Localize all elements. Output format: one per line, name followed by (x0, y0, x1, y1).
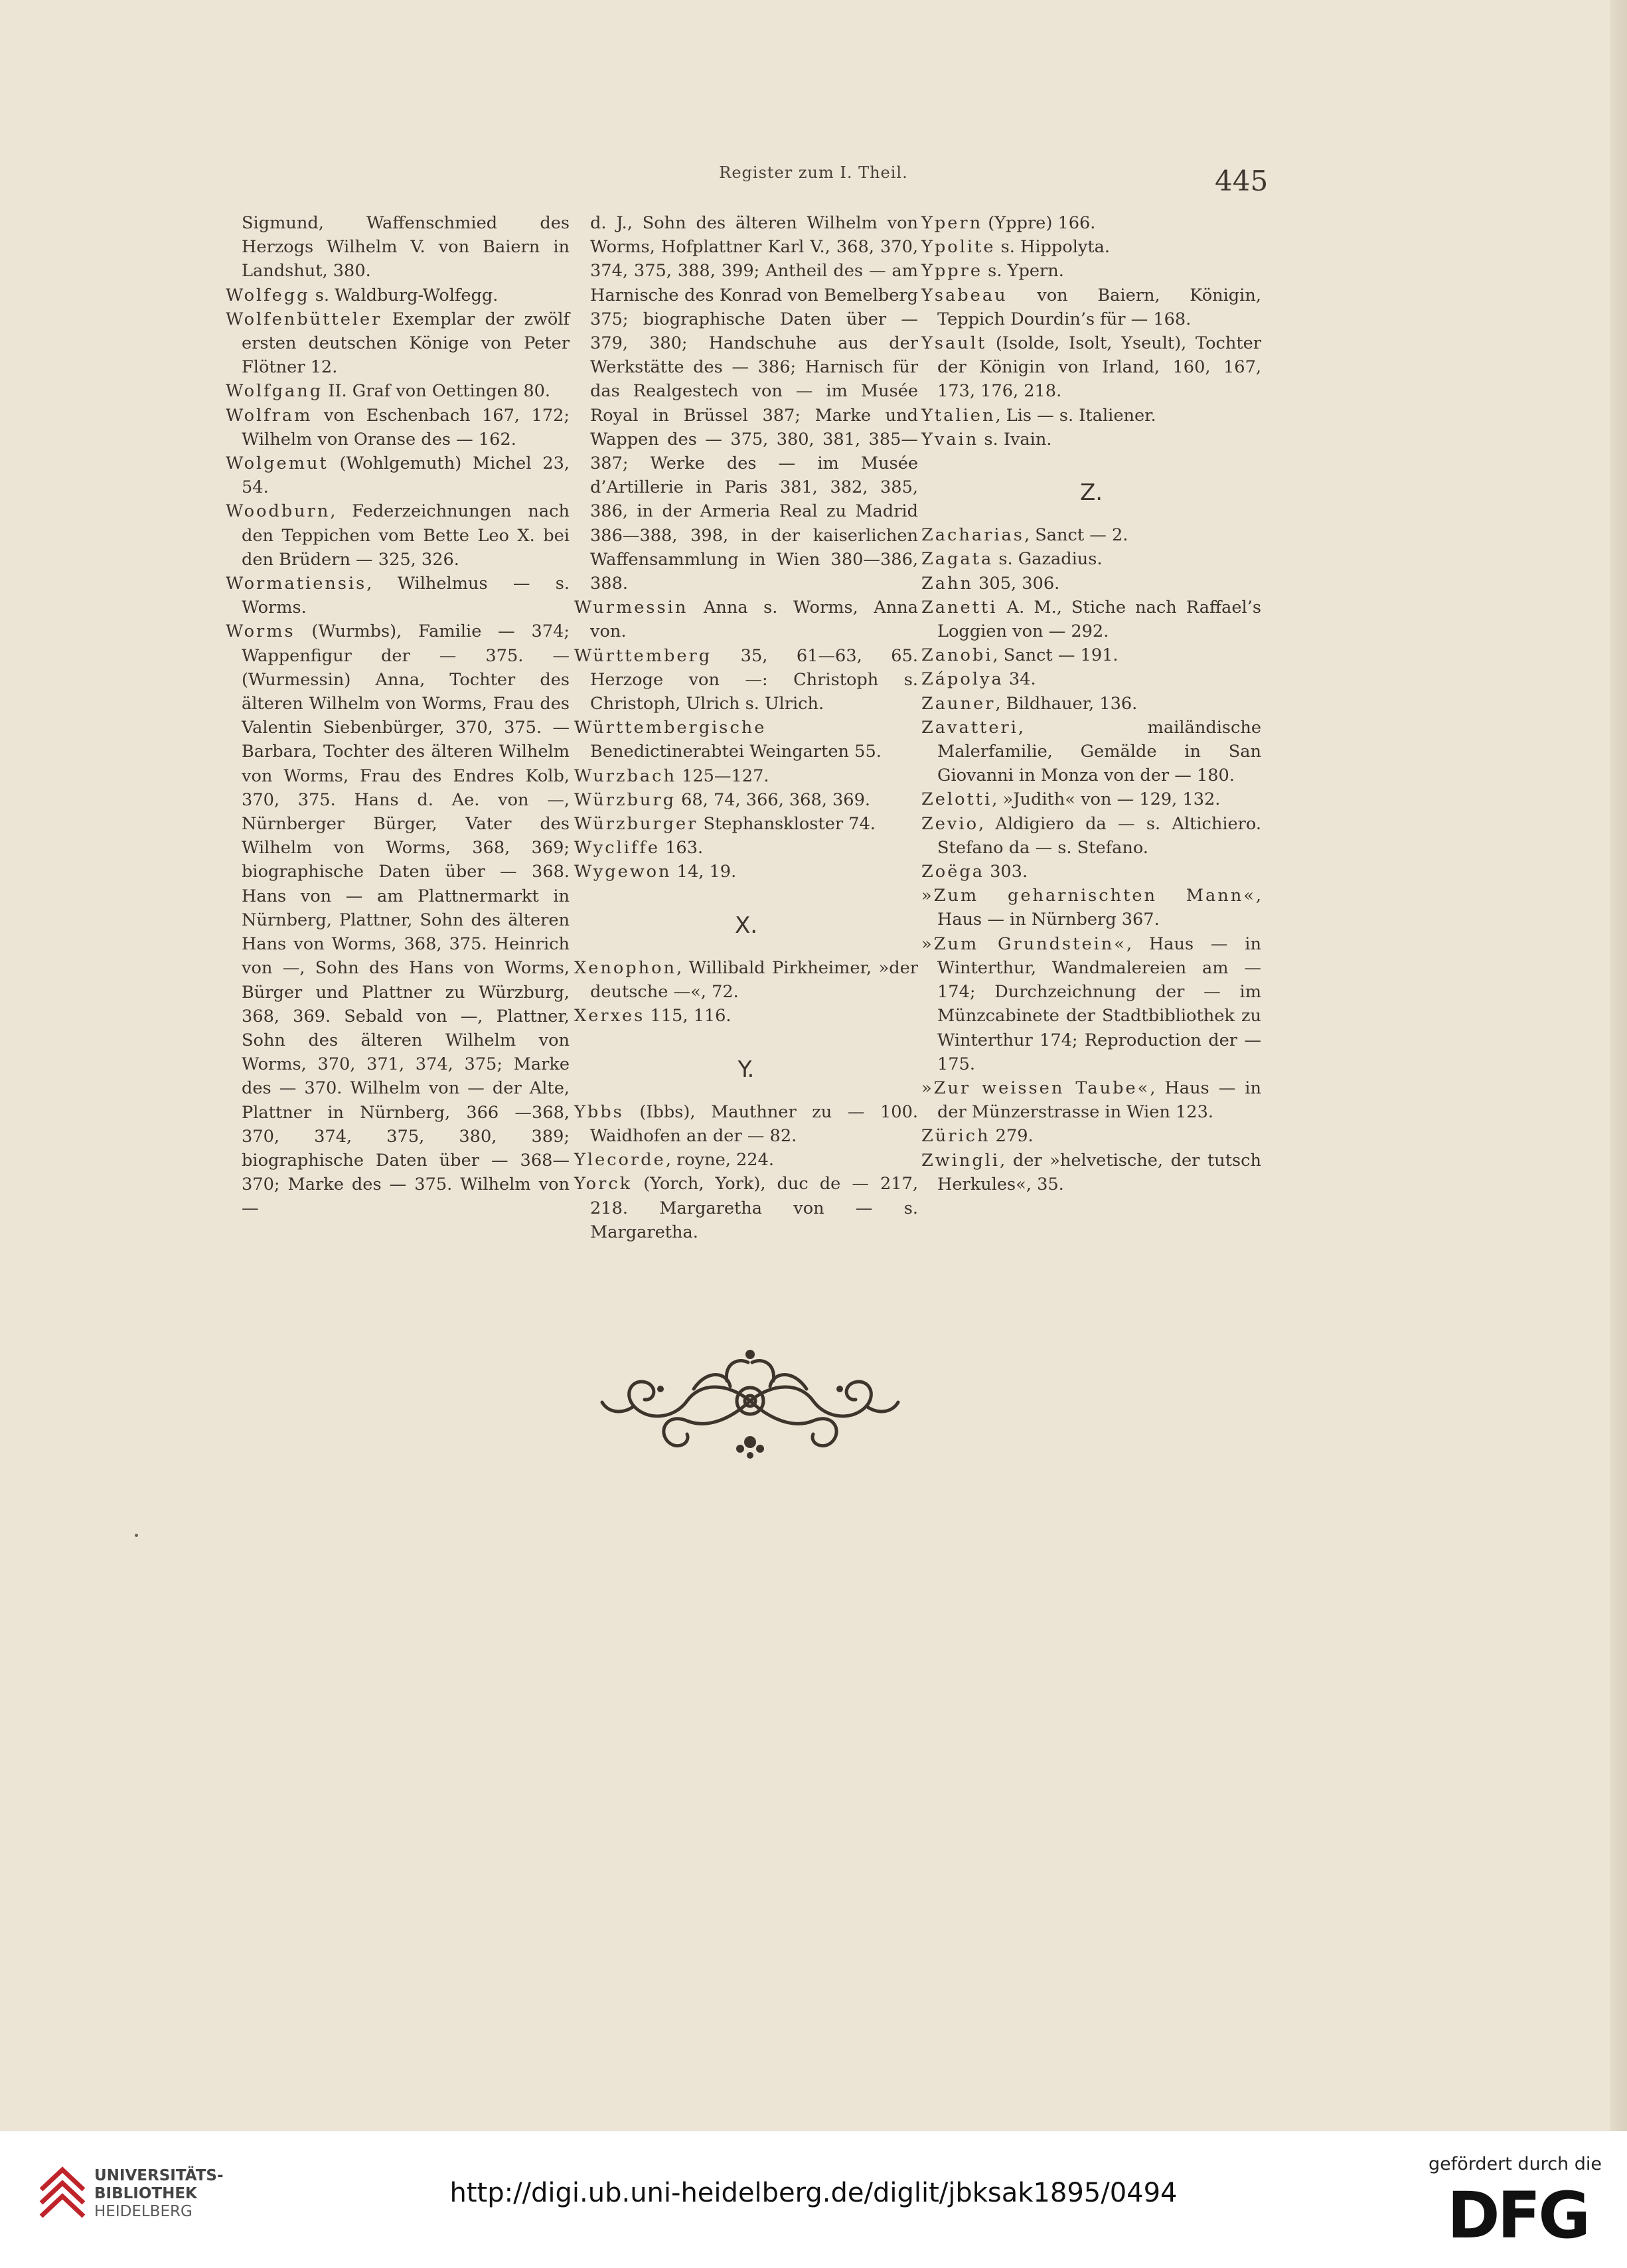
entry-keyword: Würzburger (574, 814, 698, 835)
entry-keyword: Wurmessin (574, 598, 688, 618)
section-letter: Y. (737, 1056, 755, 1083)
index-entry (921, 692, 1261, 716)
entry-keyword: Zoëga (921, 862, 984, 882)
entry-keyword: Zwingli (921, 1150, 1000, 1171)
entry-keyword: Württembergische (574, 718, 767, 738)
entry-keyword: Zavatteri (921, 717, 1018, 738)
entry-text: 305, 306. (973, 573, 1060, 594)
index-entry (921, 1076, 1261, 1124)
source-url[interactable]: http://digi.ub.uni-heidelberg.de/diglit/jbksak1895/0494 (449, 2178, 1178, 2208)
entry-keyword: Wygewon (574, 862, 672, 882)
section-letter: X. (734, 912, 758, 939)
index-column-2 (574, 211, 918, 1244)
index-entry (574, 1148, 918, 1172)
logo-line-1: UNIVERSITÄTS- (94, 2167, 224, 2184)
entry-text: (Isolde, Isolt, Yseult), Tochter der Königin von Irland, 160, 167, 173, 176, 218. (937, 333, 1261, 402)
index-column-1 (226, 211, 570, 1221)
entry-keyword: Zahn (921, 573, 974, 594)
index-entry (226, 284, 570, 307)
index-entry (574, 764, 918, 788)
entry-keyword: Zevio (921, 813, 978, 834)
entry-keyword: Wolgemut (226, 453, 329, 474)
index-entry (226, 499, 570, 572)
entry-text: , mailändische Malerfamilie, Gemälde in San Giovanni in Monza von der — 180. (937, 717, 1261, 786)
index-entry (921, 331, 1261, 404)
entry-keyword: Wolfram (226, 405, 313, 426)
index-entry (574, 1172, 918, 1244)
index-entry (921, 404, 1261, 428)
entry-text: , Lis — s. Italiener. (995, 405, 1156, 426)
entry-keyword: Woodburn (226, 501, 331, 522)
entry-keyword: »Zur weissen Taube« (921, 1078, 1150, 1098)
entry-text: II. Graf von Oettingen 80. (323, 381, 551, 402)
entry-keyword: Ypern (921, 213, 983, 233)
entry-keyword: Wycliffe (574, 838, 660, 858)
entry-keyword: Yorck (574, 1174, 633, 1194)
entry-keyword: Xenophon (574, 957, 677, 978)
entry-text: , »Judith« von — 129, 132. (992, 789, 1221, 810)
entry-text: s. Waldburg-Wolfegg. (309, 285, 499, 305)
entry-text: s. Ypern. (982, 261, 1064, 282)
entry-keyword: Wolfenbütteler (226, 309, 382, 329)
entry-text: , Sanct — 191. (992, 645, 1119, 666)
entry-keyword: Zelotti (921, 789, 992, 810)
entry-text: , Bildhauer, 136. (995, 693, 1138, 714)
ornament-flourish (594, 1342, 906, 1459)
entry-text: Benedictinerabtei Weingarten 55. (590, 742, 882, 762)
entry-keyword: Zauner (921, 693, 996, 714)
entry-text: von Eschenbach 167, 172; Wilhelm von Oranse des — 162. (242, 405, 570, 449)
entry-keyword: Ysault (921, 333, 987, 354)
entry-keyword: Würzburg (574, 789, 676, 810)
index-entry (921, 547, 1261, 571)
entry-keyword: Zápolya (921, 669, 1004, 690)
entry-keyword: »Zum geharnischten Mann« (921, 886, 1256, 906)
entry-text: (Wohlgemuth) Michel 23, 54. (242, 453, 570, 498)
entry-text: 303. (984, 862, 1028, 882)
entry-text: , Haus — in Winterthur, Wandmalereien am — 174; Durchzeichnung der — im Münzcabinete der Stadtbibliothek zu Winterthur 174; Reproduction der — 175. (937, 933, 1261, 1074)
index-entry (226, 572, 570, 619)
entry-text: Stephanskloster 74. (698, 814, 876, 835)
entry-keyword: Wolfgang (226, 381, 323, 402)
index-entry (921, 1149, 1261, 1196)
section-letter: Z. (1079, 479, 1103, 507)
entry-text: (Wurmbs), Familie — 374; Wappenfigur der — 375. — (Wurmessin) Anna, Tochter des älteren Wilhelm von Worms, Frau des Valentin Siebenbürger, 370, 375. — Barbara, Tochter des älteren Wilhelm von Worms, Frau des Endres Kolb, 370, 375. Hans d. Ae. von —, Nürnberger Bürger, Vater des Wilhelm von Worms, 368, 369; biographische Daten über — 368. Hans von — am Plattnermarkt in Nürnberg, Plattner, Sohn des älteren Hans von Worms, 368, 375. Heinrich von —, Sohn des Hans von Worms, Bürger und Plattner zu Würzburg, 368, 369. Sebald von —, Plattner, Sohn des älteren Wilhelm von Worms, 370, 371, 374, 375; Marke des — 370. Wilhelm von — der Alte, Plattner in Nürnberg, 366 —368, 370, 374, 375, 380, 389; biographische Daten über — 368—370; Marke des — 375. Wilhelm von — (242, 621, 570, 1219)
entry-keyword: Wurzbach (574, 766, 676, 786)
index-entry (921, 787, 1261, 811)
entry-keyword: Ylecorde (574, 1150, 666, 1171)
entry-keyword: Wormatiensis (226, 574, 367, 594)
entry-keyword: Zacharias (921, 525, 1024, 546)
entry-keyword: Yvain (921, 429, 979, 449)
index-entry (226, 404, 570, 451)
entry-text: Anna s. Worms, Anna von. (590, 598, 918, 642)
dfg-logo-icon (1434, 2184, 1600, 2243)
index-entry (574, 716, 918, 764)
entry-text: von Baiern, Königin, Teppich Dourdin’s für — 168. (937, 285, 1261, 329)
index-entry (921, 812, 1261, 860)
entry-text: 68, 74, 366, 368, 369. (675, 789, 871, 810)
entry-text: 14, 19. (671, 862, 737, 882)
index-entry (921, 860, 1261, 884)
index-entry (574, 956, 918, 1004)
entry-text: , Wilhelmus — s. Worms. (242, 574, 570, 618)
entry-text: , Willibald Pirkheimer, »der deutsche —«, 72. (590, 957, 918, 1003)
entry-text: , Aldigiero da — s. Altichiero. Stefano da — s. Stefano. (937, 813, 1261, 858)
index-entry (574, 644, 918, 716)
index-entry (921, 572, 1261, 596)
entry-text: 35, 61—63, 65. Herzoge von —: Christoph s. Christoph, Ulrich s. Ulrich. (590, 645, 918, 714)
entry-text: , Haus — in Nürnberg 367. (937, 886, 1261, 930)
index-entry (574, 836, 918, 860)
entry-text: 115, 116. (645, 1006, 732, 1026)
entry-text: A. M., Stiche nach Raffael’s Loggien von — 292. (937, 597, 1261, 642)
funded-by-label: gefördert durch die (1429, 2154, 1602, 2174)
logo-line-2: BIBLIOTHEK (94, 2185, 197, 2202)
entry-keyword: Ypolite (921, 237, 996, 258)
entry-text: (Ibbs), Mauthner zu — 100. Waidhofen an der — 82. (590, 1101, 918, 1146)
index-entry (226, 451, 570, 499)
entry-text: , Federzeichnungen nach den Teppichen vom Bette Leo X. bei den Brüdern — 325, 326. (242, 501, 570, 570)
entry-text: , Sanct — 2. (1024, 525, 1128, 546)
entry-keyword: Worms (226, 621, 295, 642)
index-entry (574, 1100, 918, 1148)
entry-text: Sigmund, Waffenschmied des Herzogs Wilhelm V. von Baiern in Landshut, 380. (242, 213, 570, 282)
entry-text: Exemplar der zwölf ersten deutschen Könige von Peter Flötner 12. (242, 309, 570, 378)
entry-keyword: Yppre (921, 261, 983, 282)
entry-keyword: Württemberg (574, 645, 712, 666)
entry-keyword: Zanetti (921, 597, 998, 617)
entry-text: s. Ivain. (978, 429, 1052, 449)
entry-keyword: »Zum Grundstein« (921, 933, 1126, 954)
index-entry (921, 235, 1261, 259)
entry-keyword: Zürich (921, 1126, 990, 1147)
running-head: Register zum I. Theil. (719, 163, 908, 182)
index-entry (574, 788, 918, 812)
index-entry (921, 596, 1261, 643)
index-entry (921, 932, 1261, 1076)
index-entry (921, 259, 1261, 283)
footer-bar (0, 2131, 1627, 2268)
entry-text: s. Hippolyta. (995, 237, 1111, 258)
entry-text: , Haus — in der Münzerstrasse in Wien 123. (937, 1078, 1261, 1123)
entry-keyword: Xerxes (574, 1006, 645, 1026)
page-number: 445 (1215, 165, 1269, 197)
index-entry (574, 812, 918, 836)
speck (135, 1534, 138, 1537)
index-column-3 (921, 211, 1261, 1196)
entry-text: d. J., Sohn des älteren Wilhelm von Worms, Hofplattner Karl V., 368, 370, 374, 375, 388, 399; Antheil des — am Harnische des Konrad von Bemelberg 375; biographische Daten über — 379, 380; Handschuhe aus der Werkstätte des — 386; Harnisch für das Realgestech von — im Musée Royal in Brüssel 387; Marke und Wappen des — 375, 380, 381, 385—387; Werke des — im Musée d’Artillerie in Paris 381, 382, 385, 386, in der Armeria Real zu Madrid 386—388, 398, in der kaiserlichen Waffensammlung in Wien 380—386, 388. (590, 213, 918, 594)
entry-text: , der »helvetische, der tutsch Herkules«, 35. (937, 1150, 1261, 1194)
entry-keyword: Wolfegg (226, 285, 310, 305)
entry-keyword: Ytalien (921, 405, 996, 426)
index-entry (921, 523, 1261, 547)
index-entry (226, 307, 570, 380)
entry-text: 125—127. (676, 766, 769, 786)
entry-keyword: Zagata (921, 549, 994, 570)
entry-text: s. Gazadius. (993, 549, 1103, 570)
entry-text: , royne, 224. (665, 1150, 775, 1171)
index-entry (921, 284, 1261, 331)
entry-text: 279. (990, 1126, 1034, 1147)
index-entry (921, 643, 1261, 667)
entry-keyword: Ybbs (574, 1101, 624, 1122)
index-entry (921, 716, 1261, 788)
index-entry (574, 596, 918, 643)
logo-line-3: HEIDELBERG (94, 2203, 193, 2220)
svg-text:DFG: DFG (1446, 2184, 1588, 2243)
index-entry (574, 211, 918, 596)
index-entry (921, 428, 1261, 451)
index-entry (574, 1004, 918, 1028)
entry-text: (Yorch, York), duc de — 217, 218. Margaretha von — s. Margaretha. (590, 1174, 918, 1242)
index-entry (921, 1124, 1261, 1148)
index-entry (226, 619, 570, 1220)
entry-text: (Yppre) 166. (982, 213, 1096, 233)
entry-text: 34. (1003, 669, 1036, 690)
index-entry (921, 884, 1261, 932)
index-entry (226, 211, 570, 284)
entry-keyword: Zanobi (921, 645, 993, 666)
entry-text: 163. (660, 838, 704, 858)
entry-keyword: Ysabeau (921, 285, 1008, 305)
index-entry (921, 211, 1261, 235)
page-edge (1610, 0, 1627, 2131)
index-entry (226, 379, 570, 403)
index-entry (921, 667, 1261, 691)
index-entry (574, 860, 918, 884)
